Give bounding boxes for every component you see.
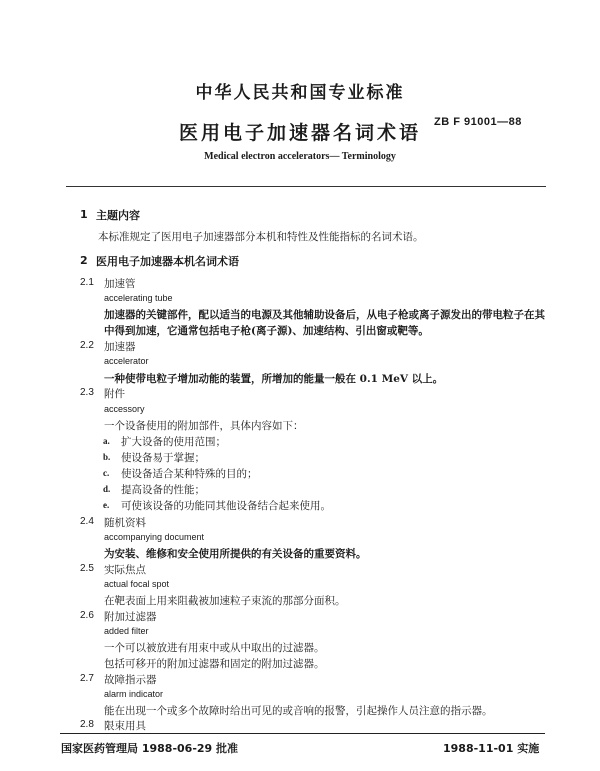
definition-line: 能在出现一个或多个故障时给出可见的或音响的报警，引起操作人员注意的指示器。 (104, 705, 493, 717)
footer-divider (60, 733, 545, 734)
section-2-number: 2 (80, 254, 88, 267)
term-en: accessory (104, 404, 145, 414)
document-title-cn: 医用电子加速器名词术语 (178, 122, 421, 144)
definition-line: 一种使带电粒子增加动能的装置，所增加的能量一般在 0.1 MeV 以上。 (104, 373, 444, 385)
term-en: accelerator (104, 356, 149, 366)
list-item-letter: b. (103, 452, 111, 462)
list-item-text: 提高设备的性能； (121, 484, 205, 496)
list-item-text: 扩大设备的使用范围； (121, 436, 226, 448)
section-1-number: 1 (80, 208, 88, 221)
term-cn: 随机资料 (104, 517, 146, 529)
term-en: alarm indicator (104, 689, 164, 699)
list-item-letter: d. (103, 484, 111, 494)
term-cn: 加速器 (104, 341, 136, 353)
term-cn: 附加过滤器 (104, 611, 157, 623)
definition-line: 一个可以被放进有用束中或从中取出的过滤器。 (104, 642, 325, 654)
list-item-letter: e. (103, 500, 110, 510)
section-2-heading: 医用电子加速器本机名词术语 (96, 255, 239, 268)
entry-number: 2.1 (80, 277, 94, 288)
entry-number: 2.8 (80, 719, 94, 730)
entry-number: 2.4 (80, 516, 94, 527)
term-en: actual focal spot (104, 579, 170, 589)
approval-line: 国家医药管理局 1988-06-29 批准 (61, 742, 239, 755)
definition-line: 中得到加速，它通常包括电子枪(离子源)、加速结构、引出窗或靶等。 (104, 325, 429, 337)
term-cn: 附件 (104, 388, 125, 400)
term-cn: 实际焦点 (104, 564, 146, 576)
definition-line: 一个设备使用的附加部件，具体内容如下： (104, 420, 304, 432)
document-code: ZB F 91001—88 (434, 116, 522, 128)
term-en: accelerating tube (104, 293, 173, 303)
term-cn: 限束用具 (104, 720, 146, 732)
definition-line: 加速器的关键部件，配以适当的电源及其他辅助设备后，从电子枪或离子源发出的带电粒子在其 (104, 309, 545, 321)
entry-number: 2.6 (80, 610, 94, 621)
entry-number: 2.5 (80, 563, 94, 574)
definition-line: 包括可移开的附加过滤器和固定的附加过滤器。 (104, 658, 325, 670)
list-item-letter: c. (103, 468, 110, 478)
entry-number: 2.2 (80, 340, 94, 351)
entry-number: 2.3 (80, 387, 94, 398)
implementation-date: 1988-11-01 实施 (443, 742, 540, 755)
list-item-text: 使设备适合某种特殊的目的； (121, 468, 258, 480)
document-title-en: Medical electron accelerators— Terminology (204, 151, 396, 162)
definition-line: 为安装、维修和安全使用所提供的有关设备的重要资料。 (104, 548, 367, 560)
standard-title: 中华人民共和国专业标准 (195, 83, 405, 103)
section-1-heading: 主题内容 (96, 209, 140, 222)
list-item-text: 可使该设备的功能同其他设备结合起来使用。 (121, 500, 331, 512)
entry-number: 2.7 (80, 673, 94, 684)
definition-line: 在靶表面上用来阻截被加速粒子束流的那部分面积。 (104, 595, 346, 607)
list-item-text: 使设备易于掌握； (121, 452, 205, 464)
top-divider (66, 186, 546, 187)
term-en: accompanying document (104, 532, 205, 542)
term-cn: 故障指示器 (104, 674, 157, 686)
term-cn: 加速管 (104, 278, 136, 290)
section-1-body: 本标准规定了医用电子加速器部分本机和特性及性能指标的名词术语。 (98, 231, 424, 243)
list-item-letter: a. (103, 436, 110, 446)
term-en: added filter (104, 626, 149, 636)
